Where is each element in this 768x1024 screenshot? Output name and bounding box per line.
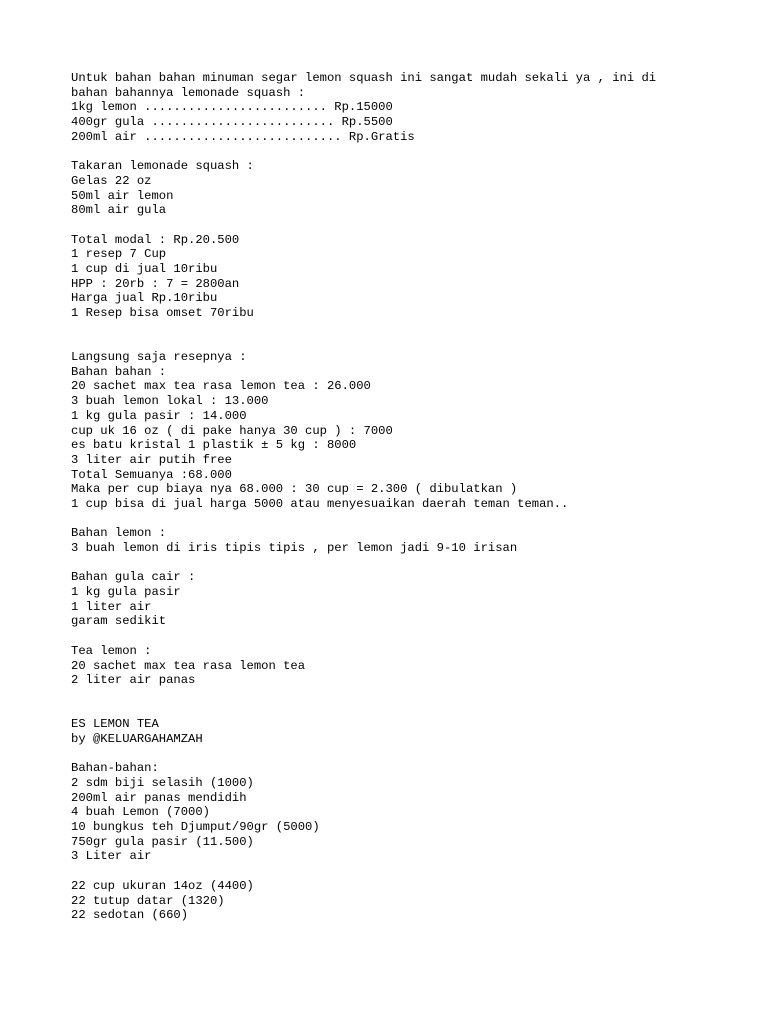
spacer — [71, 703, 751, 718]
list-item: 750gr gula pasir (11.500) — [71, 834, 254, 849]
spacer — [71, 556, 751, 571]
list-item: Harga jual Rp.10ribu — [71, 291, 218, 306]
list-item: 200ml air panas mendidih — [71, 790, 247, 805]
list-item: HPP : 20rb : 7 = 2800an — [71, 276, 240, 291]
spacer — [71, 335, 751, 350]
resep-section — [71, 350, 751, 512]
recipe-title: ES LEMON TEA — [71, 717, 159, 732]
list-item: 4 buah Lemon (7000) — [71, 805, 210, 820]
list-item: Maka per cup biaya nya 68.000 : 30 cup = 2.300 ( dibulatkan ) — [71, 482, 518, 497]
list-item: 3 buah lemon lokal : 13.000 — [71, 394, 269, 409]
list-item: 20 sachet max tea rasa lemon tea — [71, 658, 306, 673]
list-item: garam sedikit — [71, 614, 167, 629]
section-heading: Bahan gula cair : — [71, 570, 196, 585]
section-heading: Tea lemon : — [71, 643, 152, 658]
section-heading: Langsung saja resepnya : — [71, 350, 247, 365]
cost-line: 200ml air ........................... Rp.Gratis — [71, 129, 415, 144]
list-item: cup uk 16 oz ( di pake hanya 30 cup ) : 7000 — [71, 423, 393, 438]
spacer — [71, 629, 751, 644]
modal-section — [71, 233, 751, 321]
spacer — [71, 864, 751, 879]
list-item: 22 cup ukuran 14oz (4400) — [71, 878, 254, 893]
takaran-section — [71, 159, 751, 218]
gula-cair-section — [71, 570, 751, 629]
list-item: 2 liter air panas — [71, 673, 196, 688]
spacer — [71, 747, 751, 762]
section-heading: Takaran lemonade squash : — [71, 159, 254, 174]
list-item: Total Semuanya :68.000 — [71, 467, 232, 482]
list-item: 20 sachet max tea rasa lemon tea : 26.000 — [71, 379, 371, 394]
list-item: 1 resep 7 Cup — [71, 247, 167, 262]
bahan-lemon-section — [71, 526, 751, 555]
cost-line: 1kg lemon ......................... Rp.15000 — [71, 100, 393, 115]
intro-line: Untuk bahan bahan minuman segar lemon squash ini sangat mudah sekali ya , ini di — [71, 71, 657, 85]
list-item: 3 buah lemon di iris tipis tipis , per lemon jadi 9-10 irisan — [71, 541, 518, 555]
spacer — [71, 144, 751, 159]
list-item: Total modal : Rp.20.500 — [71, 232, 240, 247]
list-item: es batu kristal 1 plastik ± 5 kg : 8000 — [71, 438, 357, 453]
list-item: 1 kg gula pasir : 14.000 — [71, 408, 247, 423]
recipe-byline: by @KELUARGAHAMZAH — [71, 731, 203, 746]
cost-line: 400gr gula ......................... Rp.5500 — [71, 115, 393, 130]
list-item: 1 liter air — [71, 599, 152, 614]
intro-section — [71, 71, 751, 144]
es-lemon-tea-section — [71, 717, 751, 923]
tea-lemon-section — [71, 644, 751, 688]
list-item: 2 sdm biji selasih (1000) — [71, 776, 254, 790]
spacer — [71, 512, 751, 527]
intro-line: bahan bahannya lemonade squash : — [71, 85, 306, 100]
spacer — [71, 321, 751, 336]
spacer — [71, 218, 751, 233]
list-item: 50ml air lemon — [71, 188, 174, 203]
list-item: 3 Liter air — [71, 849, 152, 864]
list-item: 3 liter air putih free — [71, 452, 232, 467]
list-item: 1 Resep bisa omset 70ribu — [71, 306, 254, 320]
spacer — [71, 688, 751, 703]
list-item: 1 cup bisa di jual harga 5000 atau menyesuaikan daerah teman teman.. — [71, 496, 569, 511]
list-item: 22 sedotan (660) — [71, 908, 189, 923]
section-heading: Bahan-bahan: — [71, 761, 159, 776]
document-page — [71, 71, 751, 923]
list-item: 22 tutup datar (1320) — [71, 893, 225, 908]
list-item: Gelas 22 oz — [71, 173, 152, 188]
list-item: 10 bungkus teh Djumput/90gr (5000) — [71, 820, 320, 835]
section-heading: Bahan lemon : — [71, 526, 167, 541]
section-subheading: Bahan bahan : — [71, 364, 167, 379]
list-item: 1 cup di jual 10ribu — [71, 261, 218, 276]
list-item: 1 kg gula pasir — [71, 585, 181, 600]
list-item: 80ml air gula — [71, 203, 167, 218]
